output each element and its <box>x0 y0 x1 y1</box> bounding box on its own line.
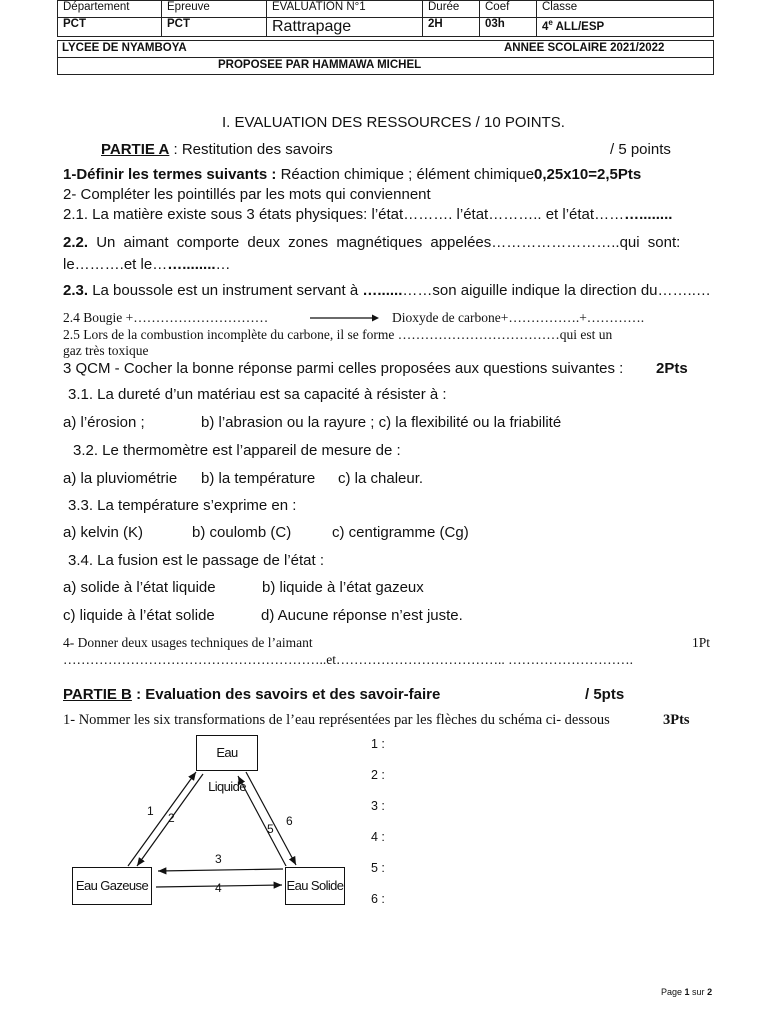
school-name: LYCEE DE NYAMBOYA <box>62 42 187 54</box>
proposed-by: PROPOSEE PAR HAMMAWA MICHEL <box>218 59 422 71</box>
q33-option-b[interactable]: b) coulomb (C) <box>192 524 292 541</box>
box-eau-solide: Eau Solide <box>285 867 345 905</box>
arrow-label-1: 1 <box>147 804 154 818</box>
header-label-evaluation: EVALUATION N°1 <box>267 1 423 18</box>
q3: 3 QCM - Cocher la bonne réponse parmi celles proposées aux questions suivantes : <box>63 360 624 377</box>
page-number <box>661 987 712 997</box>
q23-text-b: …...... <box>362 282 403 299</box>
answer-5[interactable]: 5 : <box>371 861 385 875</box>
header-value-classe: 4e ALL/ESP <box>537 18 714 37</box>
q4-answer-dots: …………………………………………………..et……………………………….. ………………………. <box>63 652 633 667</box>
q23-num: 2.3. <box>63 282 89 299</box>
header-label-epreuve: Epreuve <box>162 1 267 18</box>
q1-text: Réaction chimique ; élément chimique <box>276 166 535 183</box>
q33-option-c[interactable]: c) centigramme (Cg) <box>332 524 469 541</box>
q21-end: …........ <box>624 206 673 223</box>
partB-q1-points: 3Pts <box>663 712 690 728</box>
header-label-duree: Durée <box>423 1 480 18</box>
partB-title: : Evaluation des savoirs et des savoir-faire <box>131 686 441 703</box>
q33: 3.3. La température s’exprime en : <box>68 497 297 514</box>
box-eau-gazeuse: Eau Gazeuse <box>72 867 152 905</box>
q31-option-b[interactable]: b) l’abrasion ou la rayure ; c) la flexibilité ou la friabilité <box>201 414 562 431</box>
q32: 3.2. Le thermomètre est l’appareil de mesure de : <box>73 442 401 459</box>
header-value-coef: 03h <box>480 18 537 37</box>
partB-q1: 1- Nommer les six transformations de l’eau représentées par les flèches du schéma ci- dessous <box>63 712 610 728</box>
q34: 3.4. La fusion est le passage de l’état : <box>68 552 325 569</box>
q34-option-a[interactable]: a) solide à l’état liquide <box>63 579 216 596</box>
answer-1[interactable]: 1 : <box>371 737 385 751</box>
partA-points: / 5 points <box>610 141 671 158</box>
q34-option-c[interactable]: c) liquide à l’état solide <box>63 607 215 624</box>
school-year: ANNEE SCOLAIRE 2021/2022 <box>504 42 665 54</box>
q34-option-b[interactable]: b) liquide à l’état gazeux <box>262 579 424 596</box>
arrow-label-2: 2 <box>168 811 175 825</box>
q34-option-d[interactable]: d) Aucune réponse n’est juste. <box>261 607 463 624</box>
q31-option-a[interactable]: a) l’érosion ; <box>63 414 145 431</box>
q23-text-c: ……son aiguille indique la direction du……..… <box>402 282 711 299</box>
partB-label: PARTIE B <box>63 686 132 703</box>
arrow-1 <box>128 772 196 866</box>
q32-option-c[interactable]: c) la chaleur. <box>338 470 424 487</box>
answer-2[interactable]: 2 : <box>371 768 385 782</box>
q21-text: 2.1. La matière existe sous 3 états physiques: l’état………. l’état……….. et l’état…… <box>63 206 625 223</box>
q2: 2- Compléter les pointillés par les mots qui conviennent <box>63 186 431 203</box>
answer-6[interactable]: 6 : <box>371 892 385 906</box>
answer-4[interactable]: 4 : <box>371 830 385 844</box>
arrow-label-6: 6 <box>286 814 293 828</box>
q25-line2: gaz très toxique <box>63 343 149 358</box>
q4-points: 1Pt <box>692 635 711 650</box>
q4: 4- Donner deux usages techniques de l’aimant <box>63 635 313 650</box>
q22-line2b: …........ <box>167 256 216 273</box>
q22-num: 2.2. <box>63 234 89 251</box>
header-value-departement: PCT <box>58 18 162 37</box>
q1-points: 0,25x10=2,5Pts <box>534 166 642 183</box>
header-value-evaluation: Rattrapage <box>267 18 423 37</box>
q23-text: La boussole est un instrument servant à <box>88 282 363 299</box>
arrow-label-5: 5 <box>267 822 274 836</box>
partB-points: / 5pts <box>585 686 625 703</box>
box-eau-liquide: Eau Liquide <box>196 735 258 771</box>
page-current: 1 <box>684 987 690 997</box>
answer-3[interactable]: 3 : <box>371 799 385 813</box>
page-prefix: Page <box>661 987 685 997</box>
q32-option-a[interactable]: a) la pluviométrie <box>63 470 178 487</box>
q32-option-b[interactable]: b) la température <box>201 470 316 487</box>
q1-label: 1-Définir les termes suivants : <box>63 166 277 183</box>
partA-label: PARTIE A <box>101 141 170 158</box>
q25-line1: 2.5 Lors de la combustion incomplète du carbone, il se forme ………………………………qui est un <box>63 327 613 342</box>
arrow-label-3: 3 <box>215 852 222 866</box>
section-title: I. EVALUATION DES RESSOURCES / 10 POINTS. <box>222 114 565 131</box>
header-value-epreuve: PCT <box>162 18 267 37</box>
q24-right: Dioxyde de carbone+…………….+…………. <box>392 310 645 325</box>
page-total: 2 <box>707 987 713 997</box>
q22-text: Un aimant comporte deux zones magnétiques appelées……………………..qui sont: <box>88 234 681 251</box>
header-label-classe: Classe <box>537 1 714 18</box>
q31: 3.1. La dureté d’un matériau est sa capacité à résister à : <box>68 386 447 403</box>
q22-line2a: le……….et le… <box>63 256 168 273</box>
header-label-departement: Département <box>58 1 162 18</box>
q33-option-a[interactable]: a) kelvin (K) <box>63 524 144 541</box>
page-mid: sur <box>689 987 708 997</box>
arrow-label-4: 4 <box>215 881 222 895</box>
q3-points: 2Pts <box>656 360 688 377</box>
q22-line2c: … <box>215 256 231 273</box>
header-value-duree: 2H <box>423 18 480 37</box>
q24-left: 2.4 Bougie +………………………… <box>63 310 269 325</box>
partA-title: : Restitution des savoirs <box>169 141 333 158</box>
arrow-3 <box>158 869 283 871</box>
header-label-coef: Coef <box>480 1 537 18</box>
